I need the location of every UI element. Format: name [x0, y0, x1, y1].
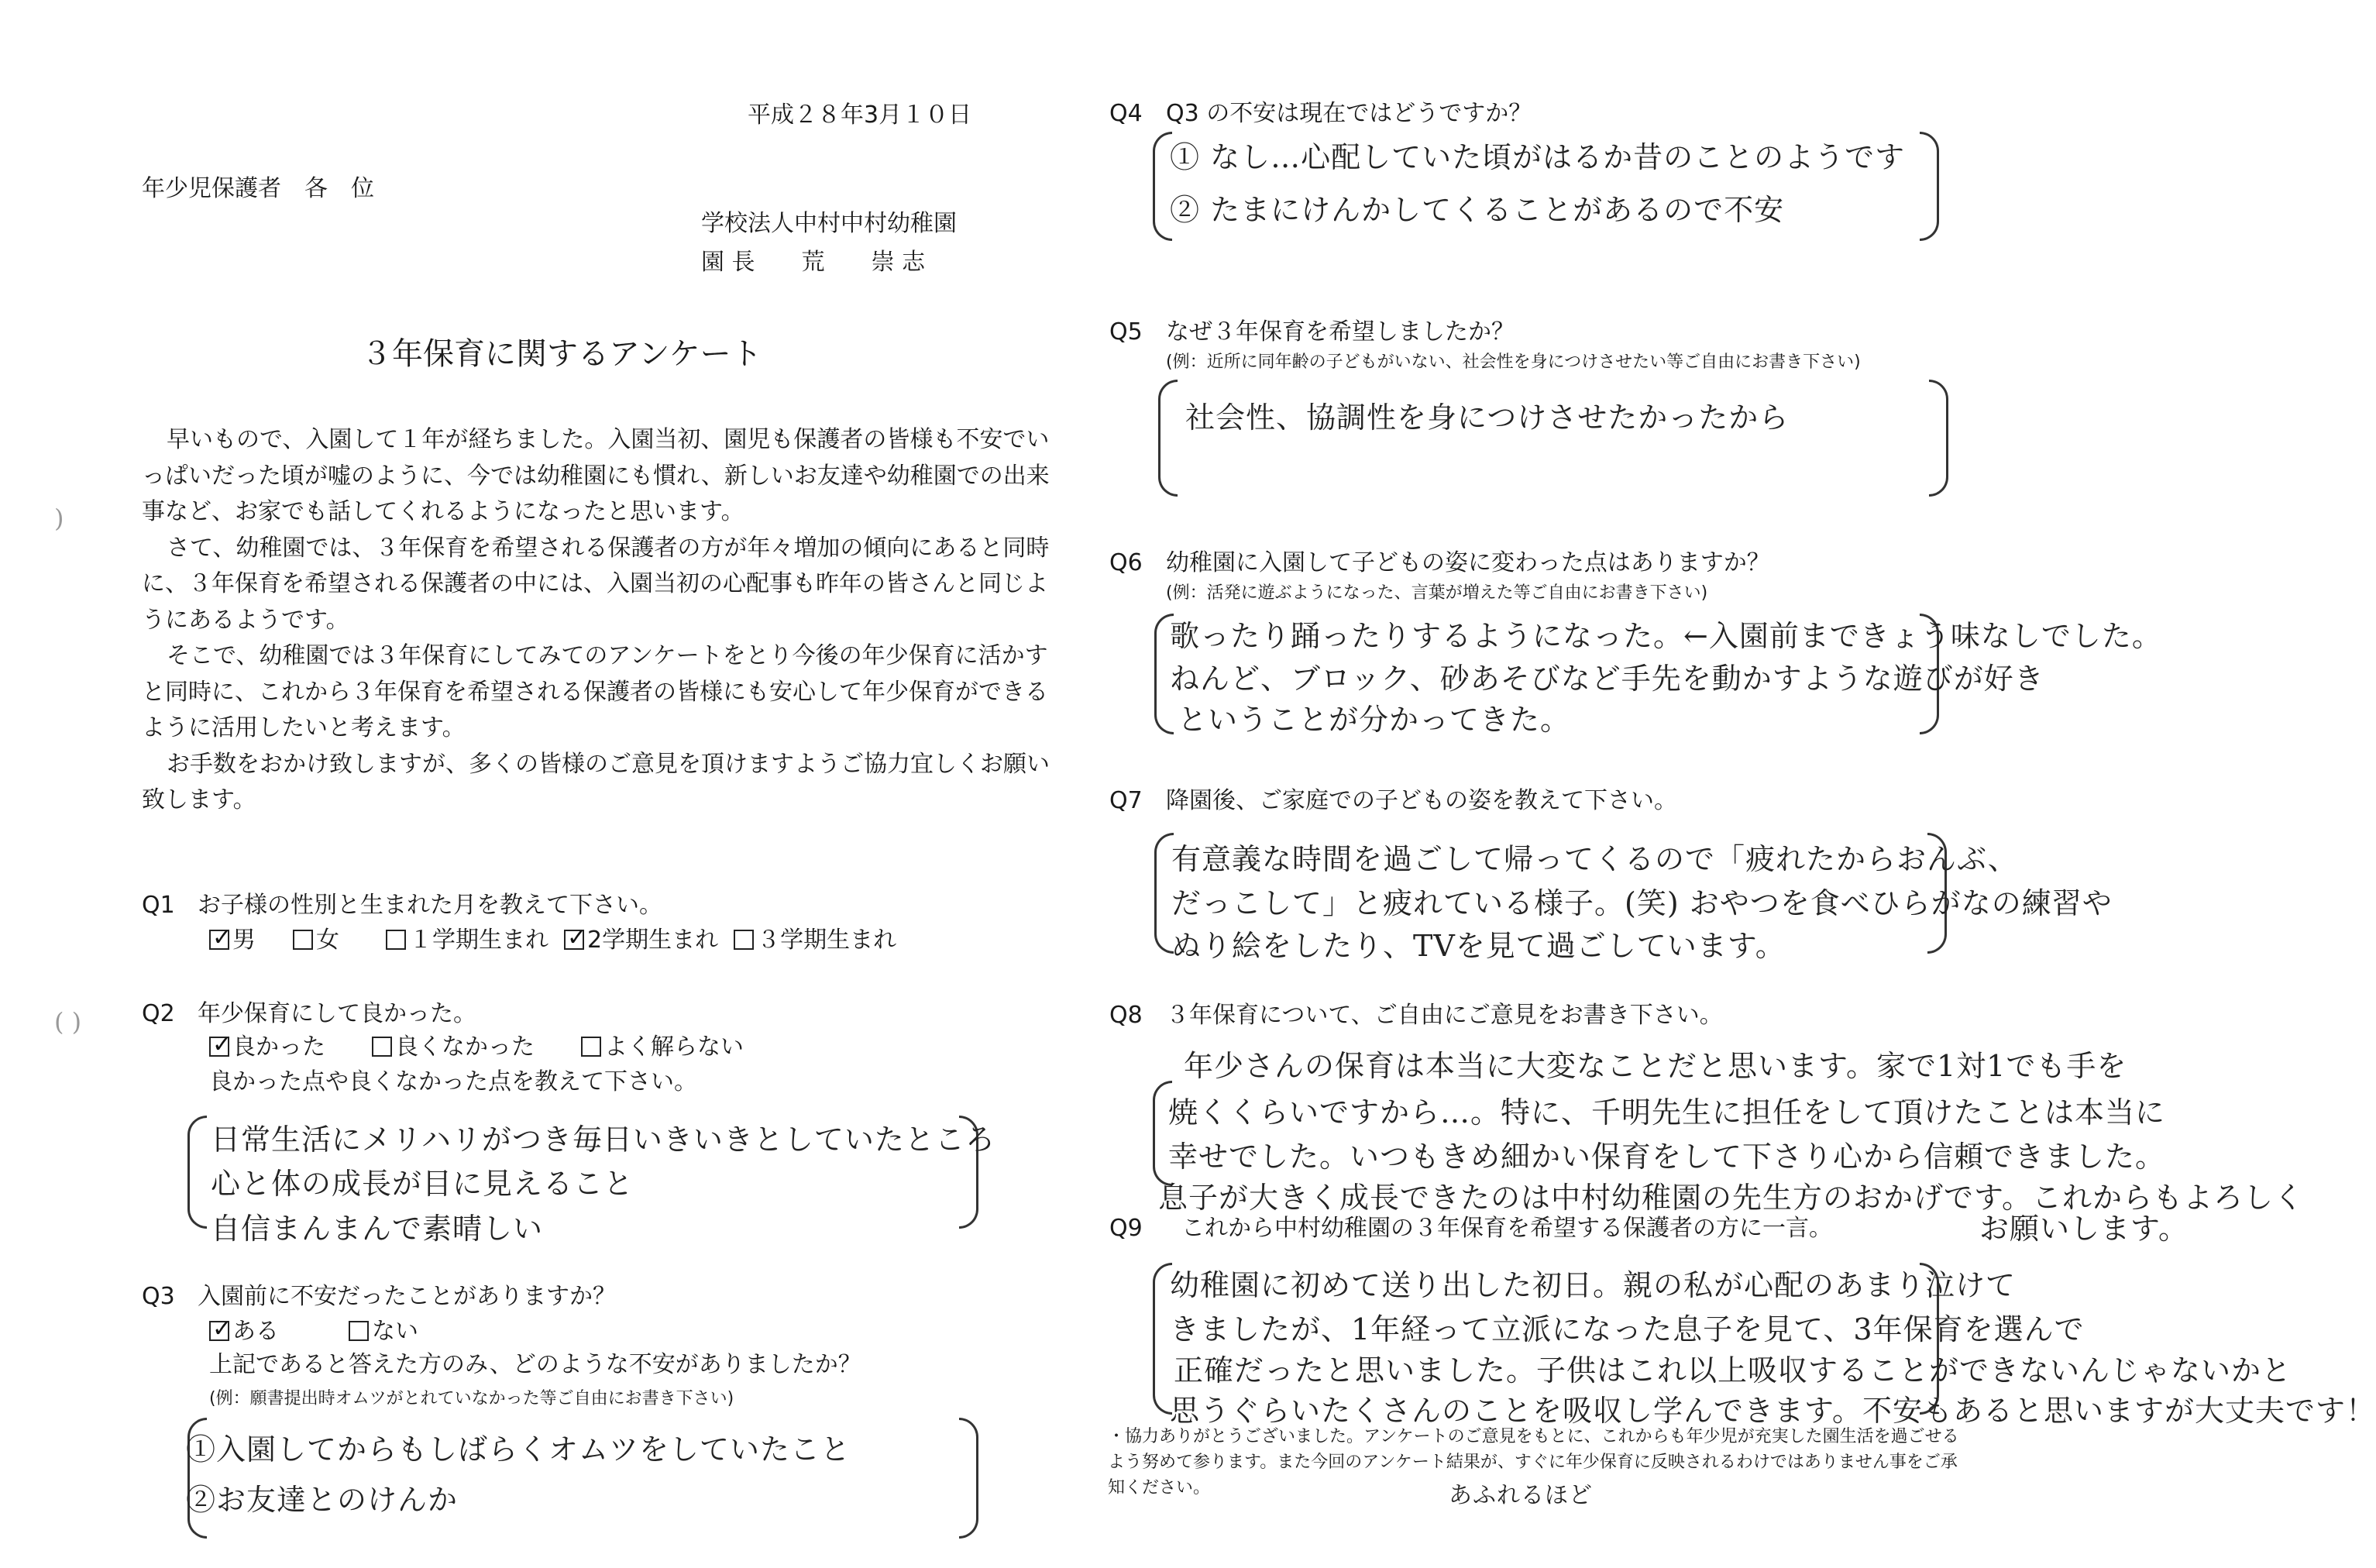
school-name: 学校法人中村中村幼稚園	[701, 210, 957, 237]
q3-example: (例：願書提出時オムツがとれていなかった等ご自由にお書き下さい)	[209, 1389, 734, 1408]
checkbox-female[interactable]	[293, 930, 313, 950]
q7-number: Q7	[1109, 787, 1143, 814]
checkbox-yes[interactable]: ✓	[209, 1321, 229, 1341]
q2-number: Q2	[142, 1000, 175, 1027]
q6-answer-line: 歌ったり踊ったりするようになった。←入園前まできょう味なしでした。	[1170, 619, 2162, 653]
q8-answer-line: 息子が大きく成長できたのは中村幼稚園の先生方のおかげです。これからもよろしく	[1158, 1181, 2304, 1215]
q8-answer-line: お願いします。	[1979, 1212, 2189, 1246]
q2-text: 年少保育にして良かった。	[198, 1000, 476, 1027]
q9-answer-line: 幼稚園に初めて送り出した初日。親の私が心配のあまり泣けて	[1170, 1268, 2017, 1302]
q8-answer-line: 幸せでした。いつもきめ細かい保育をして下さり心から信頼できました。	[1168, 1140, 2166, 1174]
page-title: ３年保育に関するアンケート	[361, 336, 762, 372]
q1-options	[209, 923, 897, 955]
q6-answer-line: ということが分かってきた。	[1178, 703, 1571, 737]
q4-text: Q3 の不安は現在ではどうですか？	[1166, 100, 1532, 127]
q9-answer-line: 思うぐらいたくさんのことを吸収し学んできます。不安もあると思いますが大丈夫です！	[1170, 1394, 2376, 1428]
recipient: 年少児保護者 各 位	[142, 175, 374, 202]
q2-answer-line: 自信まんまんで素晴しい	[211, 1212, 544, 1246]
q6-text: 幼稚園に入園して子どもの姿に変わった点はありますか？	[1166, 549, 1770, 576]
answer-bracket-right	[1920, 132, 1939, 241]
q5-answer-line: 社会性、協調性を身につけさせたかったから	[1185, 401, 1790, 435]
answer-bracket-right	[1929, 380, 1948, 497]
checkbox-unsure[interactable]	[581, 1037, 601, 1057]
checkbox-term1[interactable]	[386, 930, 406, 950]
q1-number: Q1	[142, 892, 175, 919]
intro-paragraph: さて、幼稚園では、３年保育を希望される保護者の方が年々増加の傾向にあると同時に、３年保育を希望される保護者の中には、入園当初の心配事も昨年の皆さんと同じようにあるようです。	[142, 534, 1050, 634]
option-label: 良くなかった	[395, 1033, 535, 1061]
q7-answer-line: 有意義な時間を過ごして帰ってくるので「疲れたからおんぶ、	[1171, 842, 2018, 876]
q8-answer-line: 年少さんの保育は本当に大変なことだと思います。家で1対1でも手を	[1184, 1049, 2127, 1083]
q6-example: (例：活発に遊ぶようになった、言葉が増えた等ご自由にお書き下さい)	[1166, 583, 1708, 603]
q4-answer-line: ② たまにけんかしてくることがあるので不安	[1170, 193, 1785, 227]
q3-number: Q3	[142, 1283, 175, 1310]
answer-bracket-left	[1158, 380, 1178, 497]
option-label: １学期生まれ	[409, 927, 548, 954]
option-label: 良かった	[232, 1033, 325, 1061]
q9-number: Q9	[1109, 1215, 1143, 1242]
document-date: 平成２８年3月１０日	[748, 101, 972, 129]
q3-text: 入園前に不安だったことがありますか？	[198, 1283, 616, 1310]
option-label: 女	[316, 927, 339, 954]
q6-number: Q6	[1109, 549, 1143, 576]
q8-text: ３年保育について、ご自由にご意見をお書き下さい。	[1166, 1002, 1723, 1029]
q4-answer-line: ① なし…心配していた頃がはるか昔のことのようです	[1170, 140, 1906, 174]
option-label: 2学期生まれ	[587, 927, 719, 954]
option-label: ３学期生まれ	[757, 927, 897, 954]
checkbox-term3[interactable]	[734, 930, 754, 950]
checkbox-good[interactable]: ✓	[209, 1037, 229, 1057]
option-label: ない	[372, 1318, 418, 1345]
principal-name: 園 長 荒 崇 志	[701, 249, 926, 276]
q7-answer-line: ぬり絵をしたり、TVを見て過ごしています。	[1171, 929, 1786, 963]
checkbox-male[interactable]: ✓	[209, 930, 229, 950]
q2-subquestion: 良かった点や良くなかった点を教えて下さい。	[209, 1068, 697, 1095]
answer-bracket-right	[959, 1418, 978, 1539]
intro-paragraph: そこで、幼稚園では３年保育にしてみてのアンケートをとり今後の年少保育に活かすと同時に、これから３年保育を希望される保護者の皆様にも安心して年少保育ができるように活用したいと考えます。	[142, 642, 1048, 741]
q5-number: Q5	[1109, 318, 1143, 346]
q9-text: これから中村幼稚園の３年保育を希望する保護者の方に一言。	[1181, 1215, 1832, 1242]
punch-hole-mark: )	[54, 504, 64, 533]
q2-answer-line: 心と体の成長が目に見えること	[211, 1167, 634, 1201]
footer-handwritten-note: あふれるほど	[1449, 1482, 1593, 1509]
q3-answer-line: ②お友達とのけんか	[186, 1483, 459, 1517]
q7-answer-line: だっこして」と疲れている様子。(笑) おやつを食べひらがなの練習や	[1171, 886, 2113, 920]
q2-options	[209, 1030, 744, 1062]
q9-answer-line: きましたが、1年経って立派になった息子を見て、3年保育を選んで	[1170, 1312, 2085, 1346]
intro-paragraph: 早いもので、入園して１年が経ちました。入園当初、園児も保護者の皆様も不安でいっぱいだった頃が嘘のように、今では幼稚園にも慣れ、新しいお友達や幼稚園での出来事など、お家でも話してくれるようになったと思います。	[142, 426, 1050, 525]
q8-answer-line: 焼くくらいですから…。特に、千明先生に担任をして頂けたことは本当に	[1168, 1095, 2166, 1130]
option-label: よく解らない	[604, 1033, 744, 1061]
intro-text	[142, 422, 1056, 819]
intro-paragraph: お手数をおかけ致しますが、多くの皆様のご意見を頂けますようご協力宜しくお願い致します。	[142, 750, 1050, 813]
punch-hole-mark: ( )	[54, 1007, 82, 1037]
q4-number: Q4	[1109, 100, 1143, 127]
q1-text: お子様の性別と生まれた月を教えて下さい。	[198, 892, 662, 919]
q9-answer-line: 正確だったと思いました。子供はこれ以上吸収することができないんじゃないかと	[1174, 1353, 2292, 1387]
option-label: 男	[232, 927, 256, 954]
footer-note: ・協力ありがとうございました。アンケートのご意見をもとに、これからも年少児が充実した園生活を過ごせるよう努めて参ります。また今回のアンケート結果が、すぐに年少保育に反映されるわけではありません事をご承知ください。	[1108, 1427, 1959, 1498]
q3-options	[209, 1317, 418, 1346]
checkbox-term2[interactable]: ✓	[564, 930, 584, 950]
checkbox-not-good[interactable]	[372, 1037, 392, 1057]
q7-text: 降園後、ご家庭での子どもの姿を教えて下さい。	[1166, 787, 1677, 814]
q3-subquestion: 上記であると答えた方のみ、どのような不安がありましたか？	[209, 1351, 861, 1378]
q2-answer-line: 日常生活にメリハリがつき毎日いきいきとしていたところ	[211, 1123, 995, 1157]
q8-number: Q8	[1109, 1002, 1143, 1029]
answer-bracket-left	[187, 1116, 207, 1229]
q5-text: なぜ３年保育を希望しましたか？	[1166, 318, 1515, 346]
q5-example: (例：近所に同年齢の子どもがいない、社会性を身につけさせたい等ご自由にお書き下さい)	[1166, 352, 1861, 372]
checkbox-no[interactable]	[349, 1321, 369, 1341]
option-label: ある	[232, 1318, 279, 1345]
q6-answer-line: ねんど、ブロック、砂あそびなど手先を動かすような遊びが好き	[1170, 662, 2044, 696]
q3-answer-line: ①入園してからもしばらくオムツをしていたこと	[186, 1432, 851, 1467]
